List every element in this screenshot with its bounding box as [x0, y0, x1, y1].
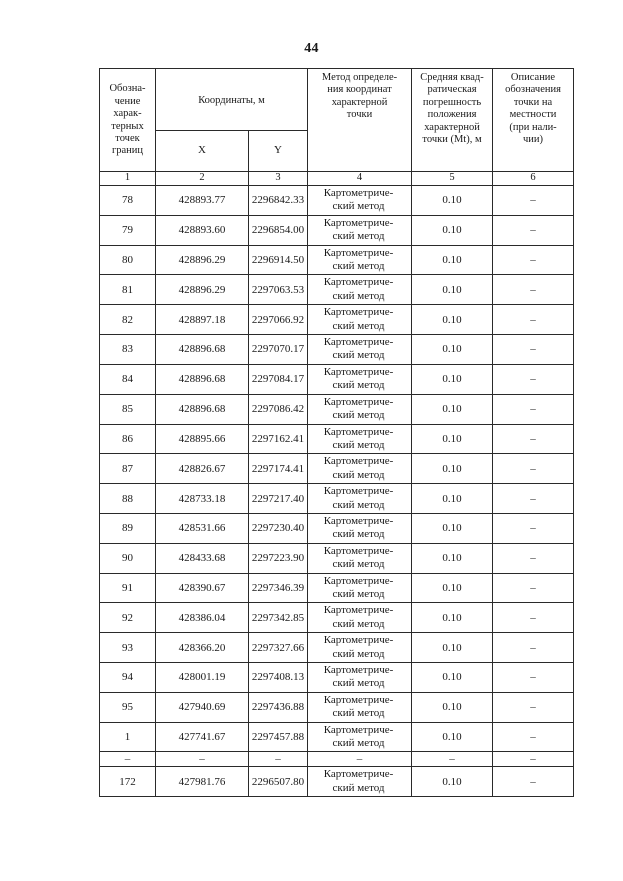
cell-mean-square-error: 0.10	[412, 275, 493, 305]
table-row	[100, 245, 574, 275]
cell-mean-square-error: 0.10	[412, 215, 493, 245]
method-text-line: Картометриче-	[323, 664, 394, 676]
cell-point-number: 84	[100, 364, 156, 394]
cell-mean-square-error: 0.10	[412, 245, 493, 275]
method-text-line: Картометриче-	[323, 425, 394, 438]
cell-mean-square-error: 0.10	[412, 364, 493, 394]
cell-mean-square-error: 0.10	[412, 394, 493, 424]
cell-coordinate-y: 2297162.41	[249, 424, 308, 454]
header-point-designation	[100, 69, 156, 172]
header-point-designation-lines	[102, 83, 153, 157]
cell-coordinate-x: 427981.76	[156, 767, 249, 797]
cell-coordinate-y: 2297063.53	[249, 275, 308, 305]
header-text-line: точки (Мt), м	[422, 133, 482, 145]
method-text	[324, 485, 394, 512]
method-text-line: ский метод	[332, 498, 385, 511]
column-number-2: 2	[156, 172, 249, 186]
table-row	[100, 633, 574, 663]
method-text-line: ский метод	[332, 260, 385, 273]
cell-coordinate-y: 2297342.85	[249, 603, 308, 633]
method-text	[324, 396, 394, 423]
table-row	[100, 767, 574, 797]
method-text-line: Картометриче-	[323, 246, 394, 259]
cell-point-number: 79	[100, 215, 156, 245]
cell-mean-square-error: 0.10	[412, 335, 493, 365]
cell-coordinate-x: 428386.04	[156, 603, 249, 633]
cell-mean-square-error: 0.10	[412, 424, 493, 454]
method-text-line: Картометриче-	[323, 544, 394, 557]
method-text-line: Картометриче-	[323, 768, 394, 781]
method-text-line: ский метод	[332, 587, 385, 600]
method-text-line: Картометриче-	[323, 634, 394, 647]
cell-method	[308, 767, 412, 797]
method-text	[324, 366, 394, 393]
column-number-3: 3	[249, 172, 308, 186]
method-text-line: ский метод	[332, 647, 385, 660]
table-row	[100, 424, 574, 454]
method-text	[324, 426, 394, 453]
table-row	[100, 573, 574, 603]
cell-mean-square-error: 0.10	[412, 186, 493, 216]
cell-coordinate-x: 428896.29	[156, 275, 249, 305]
cell-coordinate-y: 2297408.13	[249, 663, 308, 693]
cell-description: –	[493, 335, 574, 365]
cell-mean-square-error: 0.10	[412, 543, 493, 573]
method-text-line: ский метод	[332, 438, 385, 451]
cell-point-number: –	[100, 752, 156, 767]
header-text-line: Метод определе-	[321, 72, 398, 83]
method-text-line: ский метод	[332, 349, 385, 362]
cell-point-number: 93	[100, 633, 156, 663]
cell-coordinate-x: 428390.67	[156, 573, 249, 603]
cell-mean-square-error: 0.10	[412, 692, 493, 722]
cell-description: –	[493, 245, 574, 275]
method-text	[324, 306, 394, 333]
method-text-line: Картометриче-	[323, 276, 394, 289]
cell-method	[308, 215, 412, 245]
cell-coordinate-y: 2297086.42	[249, 394, 308, 424]
header-text-line: положения	[427, 109, 477, 121]
cell-method	[308, 305, 412, 335]
table-row	[100, 394, 574, 424]
method-text	[324, 515, 394, 542]
cell-point-number: 172	[100, 767, 156, 797]
cell-coordinate-x: 428531.66	[156, 513, 249, 543]
cell-mean-square-error: 0.10	[412, 603, 493, 633]
cell-coordinate-x: 427741.67	[156, 722, 249, 752]
cell-coordinate-x: 428896.68	[156, 335, 249, 365]
cell-method	[308, 633, 412, 663]
table-header	[100, 69, 574, 186]
cell-method	[308, 394, 412, 424]
method-text	[324, 634, 394, 661]
method-text	[324, 187, 394, 214]
cell-coordinate-y: 2297217.40	[249, 484, 308, 514]
cell-point-number: 81	[100, 275, 156, 305]
table-row	[100, 484, 574, 514]
cell-coordinate-y: 2297070.17	[249, 335, 308, 365]
cell-coordinate-x: 428366.20	[156, 633, 249, 663]
header-text-line: ния координат	[327, 84, 392, 96]
method-text	[324, 604, 394, 631]
cell-coordinate-x: 428893.77	[156, 186, 249, 216]
cell-coordinate-y: 2297346.39	[249, 573, 308, 603]
method-text	[324, 664, 394, 691]
table-row	[100, 364, 574, 394]
method-text-line: Картометриче-	[323, 216, 394, 229]
method-text-line: ский метод	[332, 468, 385, 481]
method-text-line: Картометриче-	[323, 485, 394, 498]
column-number-6: 6	[493, 172, 574, 186]
cell-mean-square-error: –	[412, 752, 493, 767]
cell-mean-square-error: 0.10	[412, 484, 493, 514]
cell-point-number: 82	[100, 305, 156, 335]
method-text-line: ский метод	[332, 558, 385, 571]
header-description	[493, 69, 574, 172]
cell-mean-square-error: 0.10	[412, 573, 493, 603]
header-text-line: чии)	[523, 133, 544, 145]
method-text-line: ский метод	[332, 737, 385, 750]
method-text-line: ский метод	[332, 379, 385, 392]
cell-method	[308, 513, 412, 543]
cell-method	[308, 573, 412, 603]
cell-point-number: 86	[100, 424, 156, 454]
cell-method	[308, 722, 412, 752]
cell-description: –	[493, 543, 574, 573]
method-text	[324, 455, 394, 482]
cell-description: –	[493, 633, 574, 663]
table-row	[100, 215, 574, 245]
method-text	[324, 768, 394, 795]
header-text-line: погрешность	[422, 96, 482, 108]
cell-coordinate-y: 2296854.00	[249, 215, 308, 245]
table-separator-row	[100, 752, 574, 767]
header-method-lines	[310, 72, 409, 122]
cell-method	[308, 454, 412, 484]
cell-description: –	[493, 454, 574, 484]
table-body	[100, 186, 574, 797]
method-text-line: Картометриче-	[323, 395, 394, 408]
header-text-line: характерной	[331, 96, 388, 108]
header-text-line: терных	[111, 120, 144, 132]
cell-point-number: 94	[100, 663, 156, 693]
cell-description: –	[493, 186, 574, 216]
table-row	[100, 692, 574, 722]
method-text-line: ский метод	[332, 677, 385, 690]
method-text-line: ский метод	[332, 617, 385, 630]
method-text-line: Картометриче-	[323, 365, 394, 378]
method-text	[324, 336, 394, 363]
cell-point-number: 92	[100, 603, 156, 633]
method-text-line: ский метод	[332, 528, 385, 541]
cell-description: –	[493, 215, 574, 245]
cell-description: –	[493, 424, 574, 454]
cell-mean-square-error: 0.10	[412, 513, 493, 543]
method-text	[324, 694, 394, 721]
table-row	[100, 454, 574, 484]
method-text-line: Картометриче-	[323, 187, 394, 199]
cell-mean-square-error: 0.10	[412, 663, 493, 693]
cell-coordinate-y: 2297084.17	[249, 364, 308, 394]
cell-coordinate-y: 2297230.40	[249, 513, 308, 543]
header-row-main	[100, 69, 574, 131]
cell-method	[308, 663, 412, 693]
page-number: 44	[304, 41, 319, 56]
cell-coordinate-y: 2296914.50	[249, 245, 308, 275]
header-x: X	[156, 130, 249, 171]
header-text-line: (при нали-	[509, 121, 557, 133]
header-text-line: Обозна-	[109, 83, 146, 95]
cell-coordinate-y: 2297223.90	[249, 543, 308, 573]
cell-coordinate-x: 428896.68	[156, 394, 249, 424]
cell-coordinate-x: 428893.60	[156, 215, 249, 245]
cell-method	[308, 424, 412, 454]
cell-coordinate-y: –	[249, 752, 308, 767]
cell-description: –	[493, 603, 574, 633]
method-text-line: ский метод	[332, 781, 385, 794]
method-text-line: Картометриче-	[323, 574, 394, 587]
cell-point-number: 88	[100, 484, 156, 514]
table-row	[100, 603, 574, 633]
cell-coordinate-x: 427940.69	[156, 692, 249, 722]
header-mean-square-error	[412, 69, 493, 172]
cell-point-number: 90	[100, 543, 156, 573]
cell-coordinate-x: 428896.29	[156, 245, 249, 275]
cell-method: –	[308, 752, 412, 767]
header-text-line: характерной	[424, 121, 480, 133]
cell-point-number: 95	[100, 692, 156, 722]
method-text	[324, 545, 394, 572]
header-text-line: Описание	[510, 72, 556, 83]
cell-coordinate-x: 428001.19	[156, 663, 249, 693]
header-text-line: обозначения	[505, 84, 561, 96]
cell-mean-square-error: 0.10	[412, 633, 493, 663]
cell-method	[308, 543, 412, 573]
method-text	[324, 217, 394, 244]
table-row	[100, 186, 574, 216]
method-text	[324, 247, 394, 274]
header-description-lines	[495, 72, 571, 146]
method-text	[324, 276, 394, 303]
header-text-line: харак-	[113, 108, 142, 120]
header-text-line: точки	[346, 109, 373, 121]
cell-method	[308, 275, 412, 305]
cell-coordinate-x: 428895.66	[156, 424, 249, 454]
header-mean-square-error-lines	[414, 72, 490, 146]
cell-description: –	[493, 573, 574, 603]
cell-method	[308, 335, 412, 365]
column-number-5: 5	[412, 172, 493, 186]
cell-coordinate-y: 2297457.88	[249, 722, 308, 752]
method-text	[324, 575, 394, 602]
method-text-line: Картометриче-	[323, 723, 394, 736]
method-text-line: ский метод	[332, 230, 385, 243]
coordinates-table	[99, 68, 574, 797]
cell-description: –	[493, 722, 574, 752]
cell-coordinate-x: 428433.68	[156, 543, 249, 573]
cell-method	[308, 186, 412, 216]
cell-coordinate-x: 428826.67	[156, 454, 249, 484]
method-text-line: ский метод	[332, 200, 385, 213]
method-text-line: ский метод	[332, 409, 385, 422]
header-text-line: ратическая	[427, 84, 477, 96]
coordinates-table-container	[99, 68, 573, 797]
cell-mean-square-error: 0.10	[412, 767, 493, 797]
cell-coordinate-x: 428733.18	[156, 484, 249, 514]
cell-point-number: 91	[100, 573, 156, 603]
header-coordinates: Координаты, м	[156, 69, 308, 131]
cell-coordinate-x: –	[156, 752, 249, 767]
method-text-line: Картометриче-	[323, 306, 394, 319]
header-y: Y	[249, 130, 308, 171]
cell-coordinate-y: 2297066.92	[249, 305, 308, 335]
table-row	[100, 275, 574, 305]
cell-description: –	[493, 663, 574, 693]
header-text-line: чение	[114, 95, 141, 107]
cell-coordinate-y: 2297327.66	[249, 633, 308, 663]
cell-description: –	[493, 767, 574, 797]
method-text-line: Картометриче-	[323, 604, 394, 617]
method-text-line: Картометриче-	[323, 514, 394, 527]
cell-method	[308, 603, 412, 633]
cell-coordinate-x: 428896.68	[156, 364, 249, 394]
table-row	[100, 543, 574, 573]
table-row	[100, 305, 574, 335]
header-text-line: местности	[509, 109, 557, 121]
cell-method	[308, 245, 412, 275]
table-row	[100, 722, 574, 752]
column-number-4: 4	[308, 172, 412, 186]
cell-coordinate-y: 2296842.33	[249, 186, 308, 216]
cell-point-number: 83	[100, 335, 156, 365]
header-text-line: Средняя квад-	[420, 72, 484, 83]
table-row	[100, 513, 574, 543]
cell-description: –	[493, 305, 574, 335]
method-text-line: ский метод	[332, 289, 385, 302]
method-text-line: Картометриче-	[323, 455, 394, 468]
cell-description: –	[493, 752, 574, 767]
cell-coordinate-y: 2296507.80	[249, 767, 308, 797]
table-row	[100, 663, 574, 693]
header-text-line: точек	[115, 132, 140, 144]
method-text-line: ский метод	[332, 319, 385, 332]
method-text-line: Картометриче-	[323, 336, 394, 349]
header-text-line: границ	[111, 145, 144, 157]
cell-point-number: 85	[100, 394, 156, 424]
cell-point-number: 87	[100, 454, 156, 484]
cell-point-number: 78	[100, 186, 156, 216]
column-number-1: 1	[100, 172, 156, 186]
cell-mean-square-error: 0.10	[412, 454, 493, 484]
method-text-line: ский метод	[332, 707, 385, 720]
cell-mean-square-error: 0.10	[412, 305, 493, 335]
cell-description: –	[493, 692, 574, 722]
cell-method	[308, 484, 412, 514]
cell-method	[308, 364, 412, 394]
cell-description: –	[493, 484, 574, 514]
method-text	[324, 724, 394, 751]
cell-point-number: 80	[100, 245, 156, 275]
header-row-numbers	[100, 172, 574, 186]
cell-coordinate-x: 428897.18	[156, 305, 249, 335]
cell-description: –	[493, 364, 574, 394]
table-row	[100, 335, 574, 365]
cell-point-number: 1	[100, 722, 156, 752]
cell-point-number: 89	[100, 513, 156, 543]
cell-method	[308, 692, 412, 722]
cell-coordinate-y: 2297174.41	[249, 454, 308, 484]
cell-description: –	[493, 275, 574, 305]
header-text-line: точки на	[513, 96, 553, 108]
cell-mean-square-error: 0.10	[412, 722, 493, 752]
cell-coordinate-y: 2297436.88	[249, 692, 308, 722]
cell-description: –	[493, 513, 574, 543]
header-method	[308, 69, 412, 172]
cell-description: –	[493, 394, 574, 424]
method-text-line: Картометриче-	[323, 693, 394, 706]
